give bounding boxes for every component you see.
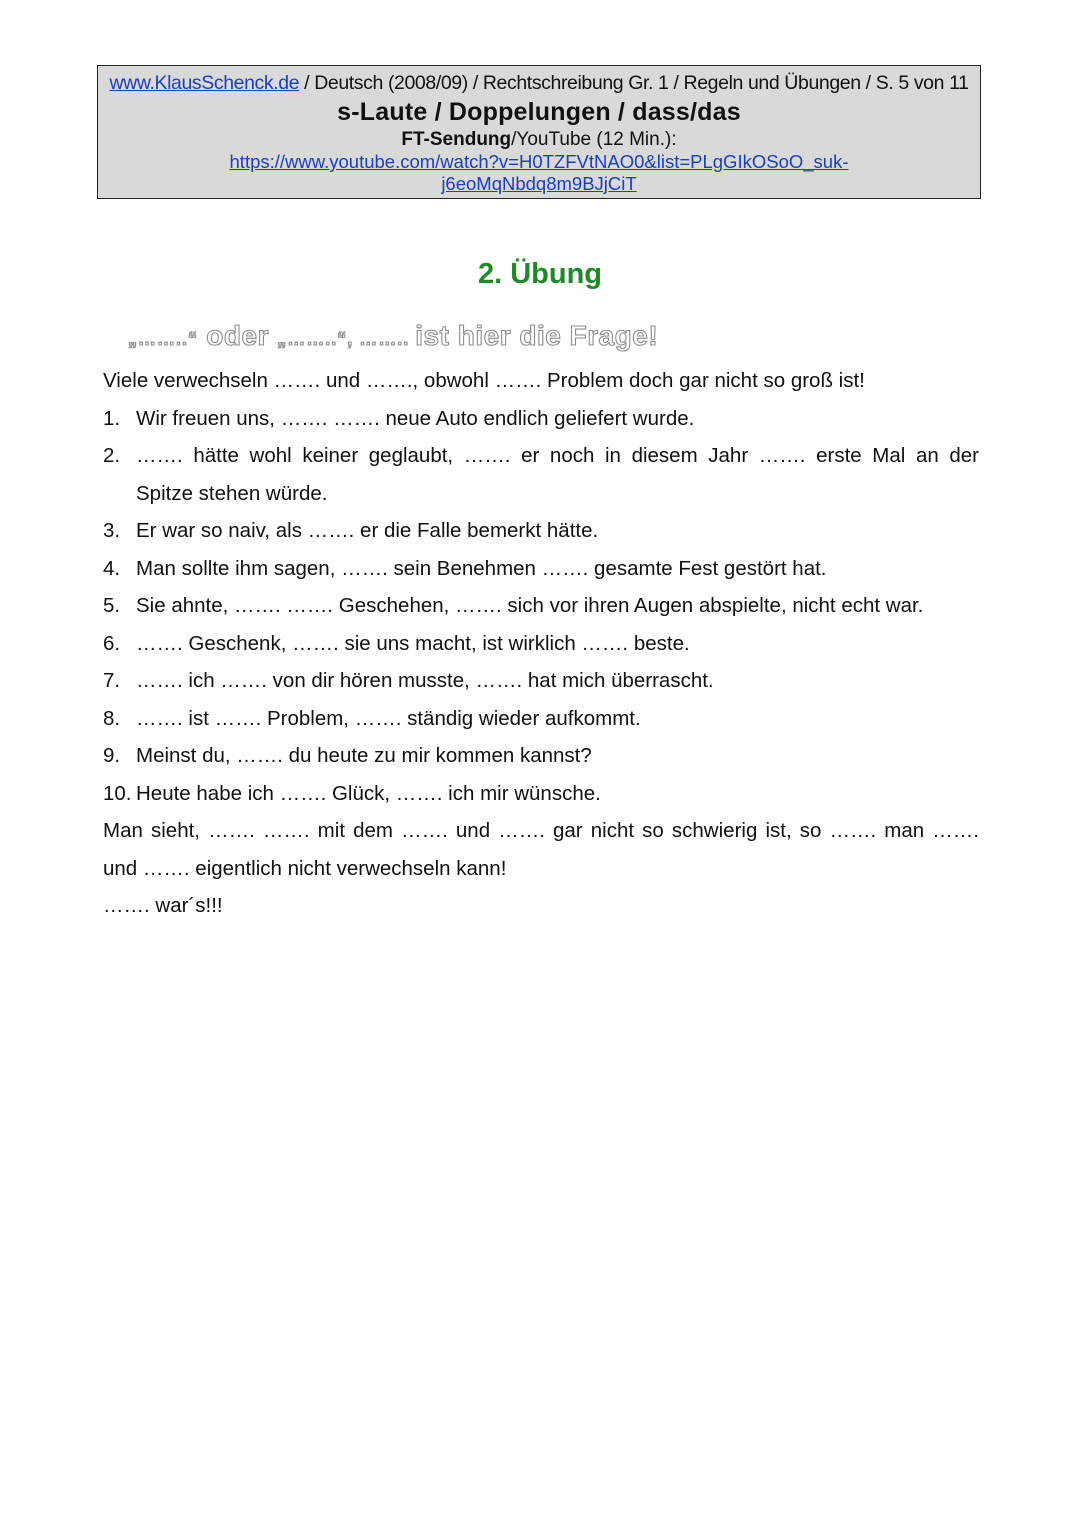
item-number: 10. <box>103 781 132 805</box>
document-title: s-Laute / Doppelungen / dass/das <box>337 98 741 126</box>
item-text <box>136 437 979 512</box>
conclusion-line-1: Man sieht, ……. ……. mit dem ……. und ……. gar nicht so schwierig ist, so ……. man ……. <box>103 819 979 842</box>
exercise-motto <box>128 316 658 356</box>
item-text: ……. ist ……. Problem, ……. ständig wieder aufkommt. <box>136 706 641 730</box>
item-text: Meinst du, ……. du heute zu mir kommen kannst? <box>136 744 592 767</box>
ft-rest: /YouTube (12 Min.): <box>511 129 677 150</box>
ft-broadcast-line <box>98 128 980 151</box>
item-number: 3. <box>103 519 121 542</box>
youtube-url-line-1[interactable]: https://www.youtube.com/watch?v=H0TZFVtNAO0&list=PLgGIkOSoO_suk- <box>229 151 849 172</box>
motto-quote-2: „……..“, <box>277 329 354 349</box>
item-text: Er war so naiv, als ……. er die Falle bemerkt hätte. <box>136 519 599 542</box>
list-item <box>103 437 979 512</box>
motto-end: ist hier die Frage! <box>415 320 659 351</box>
list-item <box>103 737 979 775</box>
header-breadcrumb-line <box>98 71 980 95</box>
item-number: 6. <box>103 631 121 655</box>
item-number: 2. <box>103 444 121 467</box>
motto-oder: oder <box>198 320 278 351</box>
ft-label: FT-Sendung <box>401 129 512 150</box>
item-number: 4. <box>103 556 121 580</box>
item-number: 9. <box>103 744 121 767</box>
item-text-line-1: ……. hätte wohl keiner geglaubt, ……. er noch in diesem Jahr ……. erste Mal an der <box>136 444 979 467</box>
list-item <box>103 662 979 700</box>
intro-sentence: Viele verwechseln ……. und ……., obwohl ……. Problem doch gar nicht so groß ist! <box>103 369 865 392</box>
motto-dots: …….. <box>353 329 416 349</box>
item-text-line-2: Spitze stehen würde. <box>136 481 328 505</box>
closing-line: ……. war´s!!! <box>103 894 223 917</box>
youtube-url-line-2[interactable]: j6eoMqNbdq8m9BJjCiT <box>441 173 637 194</box>
header-box <box>97 65 981 199</box>
list-item <box>103 587 979 625</box>
site-link[interactable]: www.KlausSchenck.de <box>109 72 300 94</box>
item-text: Sie ahnte, ……. ……. Geschehen, ……. sich vor ihren Augen abspielte, nicht echt war. <box>136 594 924 617</box>
list-item <box>103 775 979 813</box>
item-text: Wir freuen uns, ……. ……. neue Auto endlich geliefert wurde. <box>136 406 695 430</box>
list-item <box>103 550 979 588</box>
item-text: Man sollte ihm sagen, ……. sein Benehmen ……. gesamte Fest gestört hat. <box>136 556 827 580</box>
item-number: 1. <box>103 406 121 430</box>
item-number: 8. <box>103 706 121 730</box>
list-item <box>103 625 979 663</box>
exercise-title: 2. Übung <box>477 258 603 290</box>
motto-quote-1: „……..“ <box>128 329 199 349</box>
item-text: ……. ich ……. von dir hören musste, ……. hat mich überrascht. <box>136 669 714 692</box>
item-text: Heute habe ich ……. Glück, ……. ich mir wünsche. <box>136 781 601 805</box>
item-text: ……. Geschenk, ……. sie uns macht, ist wirklich ……. beste. <box>136 631 690 655</box>
youtube-link[interactable] <box>98 151 980 195</box>
list-item <box>103 400 979 438</box>
list-item <box>103 512 979 550</box>
breadcrumb-text: / Deutsch (2008/09) / Rechtschreibung Gr. 1 / Regeln und Übungen / S. 5 von 11 <box>299 72 969 94</box>
list-item <box>103 700 979 738</box>
item-number: 7. <box>103 669 121 692</box>
conclusion-line-2: und ……. eigentlich nicht verwechseln kann! <box>103 856 507 880</box>
exercise-body <box>103 362 979 925</box>
item-number: 5. <box>103 594 121 617</box>
